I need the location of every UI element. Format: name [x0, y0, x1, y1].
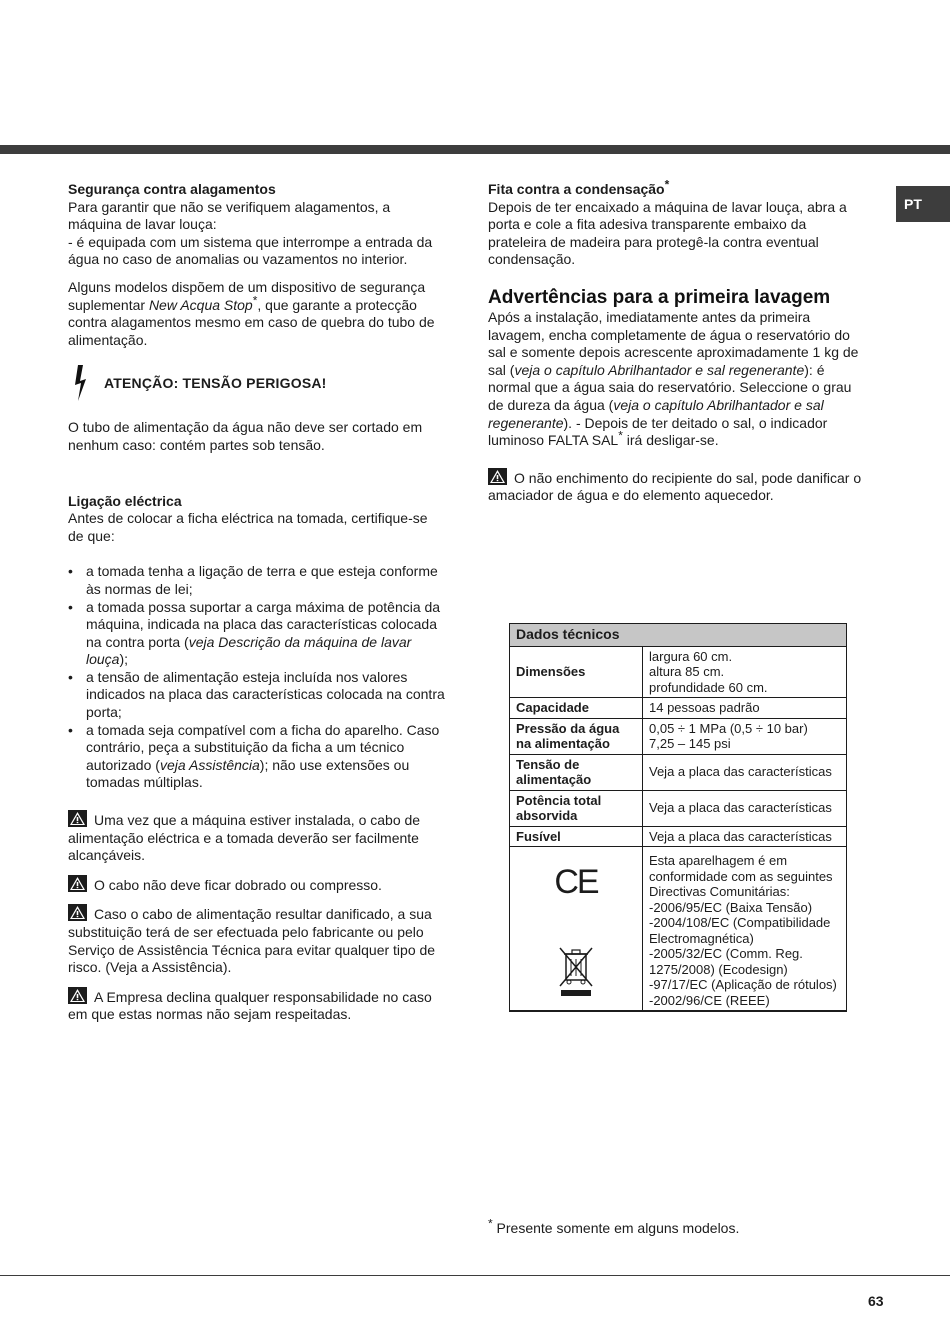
condensation-title: Fita contra a condensação*	[488, 177, 670, 197]
language-tab: PT	[896, 186, 950, 222]
technical-data-table	[509, 623, 847, 1012]
danger-title: ATENÇÃO: TENSÃO PERIGOSA!	[104, 374, 327, 391]
warning-icon	[68, 810, 87, 827]
table-row	[510, 718, 847, 754]
warning-note: O não enchimento do recipiente do sal, pode danificar o amaciador de água e do elemento aquecedor.	[488, 469, 862, 504]
left-column	[68, 181, 446, 1034]
table-row	[510, 698, 847, 719]
table-row	[510, 646, 847, 698]
table-row	[510, 847, 847, 1012]
voltage-label: Tensão de alimentação	[510, 754, 643, 790]
danger-body: O tubo de alimentação da água não deve ser cortado em nenhum caso: contém partes sob tensão.	[68, 419, 423, 453]
warning-icon	[68, 904, 87, 921]
fuse-label: Fusível	[510, 826, 643, 847]
pressure-label: Pressão da água na alimentação	[510, 718, 643, 754]
capacity-value: 14 pessoas padrão	[643, 698, 847, 719]
list-item: • a tomada tenha a ligação de terra e que esteja conforme às normas de lei;	[68, 563, 446, 598]
dimensions-label: Dimensões	[510, 646, 643, 698]
flood-title: Segurança contra alagamentos	[68, 181, 276, 197]
list-item: • a tomada possa suportar a carga máxima de potência da máquina, indicada na placa das características colocada na contra porta (veja Descrição da máquina de lavar louça);	[68, 599, 446, 669]
warning-note: Uma vez que a máquina estiver instalada, o cabo de alimentação eléctrica e a tomada deverão ser facilmente alcançáveis.	[68, 812, 421, 864]
power-label: Potência total absorvida	[510, 790, 643, 826]
capacity-label: Capacidade	[510, 698, 643, 719]
dimensions-value: largura 60 cm. altura 85 cm. profundidade 60 cm.	[643, 646, 847, 698]
warning-note: A Empresa declina qualquer responsabilidade no caso em que estas normas não sejam respeitadas.	[68, 988, 432, 1023]
electric-checklist	[68, 563, 446, 792]
warning-note: O cabo não deve ficar dobrado ou compresso.	[68, 875, 446, 895]
table-row	[510, 754, 847, 790]
list-item: • a tomada seja compatível com a ficha do aparelho. Caso contrário, peça a substituição da ficha a um técnico autorizado (veja Assistência); não use extensões ou tomadas múltiplas.	[68, 722, 446, 792]
pressure-value: 0,05 ÷ 1 MPa (0,5 ÷ 10 bar) 7,25 – 145 psi	[643, 718, 847, 754]
warning-note: Caso o cabo de alimentação resultar danificado, a sua substituição terá de ser efectuada pelo fabricante ou pelo Serviço de Assistência Técnica para evitar qualquer tipo de risco. (Veja a Assistência).	[68, 906, 436, 976]
first-wash-body: Após a instalação, imediatamente antes da primeira lavagem, encha completamente de água o reservatório do sal e somente depois acrescente aproximadamente 1 kg de sal (veja o capítulo Abrilhantador e sal regenerante): é normal que a água saia do reservatório. Seleccione o grau de dureza da água (veja o capítulo Abrilhantador e sal regenerante). - Depois de ter deitado o sal, o indicador luminoso FALTA SAL* irá desligar-se.	[488, 308, 859, 449]
power-value: Veja a placa das características	[643, 790, 847, 826]
fuse-value: Veja a placa das características	[643, 826, 847, 847]
header-bar	[0, 145, 950, 154]
flood-body-3: Alguns modelos dispõem de um dispositivo de segurança suplementar New Acqua Stop*, que garante a protecção contra alagamentos mesmo em caso de quebra do tubo de alimentação.	[68, 278, 435, 348]
crossed-bin-icon	[556, 946, 596, 998]
directives-text: Esta aparelhagem é em conformidade com as seguintes Directivas Comunitárias: -2006/95/EC (Baixa Tensão) -2004/108/EC (Compatibilidade Electromagnética) -2005/32/EC (Comm. Reg. 1275/2008) (Ecodesign) -97/17/EC (Aplicação de rótulos) -2002/96/CE (REEE)	[643, 847, 847, 1012]
list-item: • a tensão de alimentação esteja incluída nos valores indicados na placa das características colocada na contra porta;	[68, 669, 446, 722]
electric-title: Ligação eléctrica	[68, 492, 182, 509]
electric-intro: Antes de colocar a ficha eléctrica na tomada, certifique-se de que:	[68, 510, 428, 544]
warning-icon	[488, 468, 507, 485]
compliance-marks	[510, 847, 643, 1012]
lightning-bolt-icon	[68, 363, 104, 403]
danger-warning	[68, 363, 446, 403]
warning-icon	[68, 987, 87, 1004]
table-row	[510, 826, 847, 847]
voltage-value: Veja a placa das características	[643, 754, 847, 790]
table-header: Dados técnicos	[510, 624, 847, 647]
warning-icon	[68, 875, 87, 892]
footer-rule	[0, 1275, 950, 1276]
condensation-body: Depois de ter encaixado a máquina de lavar louça, abra a porta e cole a fita adesiva transparente embaixo da prateleira de madeira para protegê-la contra eventual condensação.	[488, 198, 847, 268]
right-column	[488, 177, 868, 515]
flood-body-2: - é equipada com um sistema que interrompe a entrada da água no caso de anomalias ou vazamentos no interior.	[68, 233, 433, 268]
flood-body-1: Para garantir que não se verifiquem alagamentos, a máquina de lavar louça:	[68, 198, 391, 233]
table-row	[510, 790, 847, 826]
ce-mark-icon: CE	[554, 862, 598, 901]
footnote: * Presente somente em alguns modelos.	[488, 1216, 740, 1236]
first-wash-title: Advertências para a primeira lavagem	[488, 286, 831, 308]
page-number: 63	[868, 1293, 884, 1309]
